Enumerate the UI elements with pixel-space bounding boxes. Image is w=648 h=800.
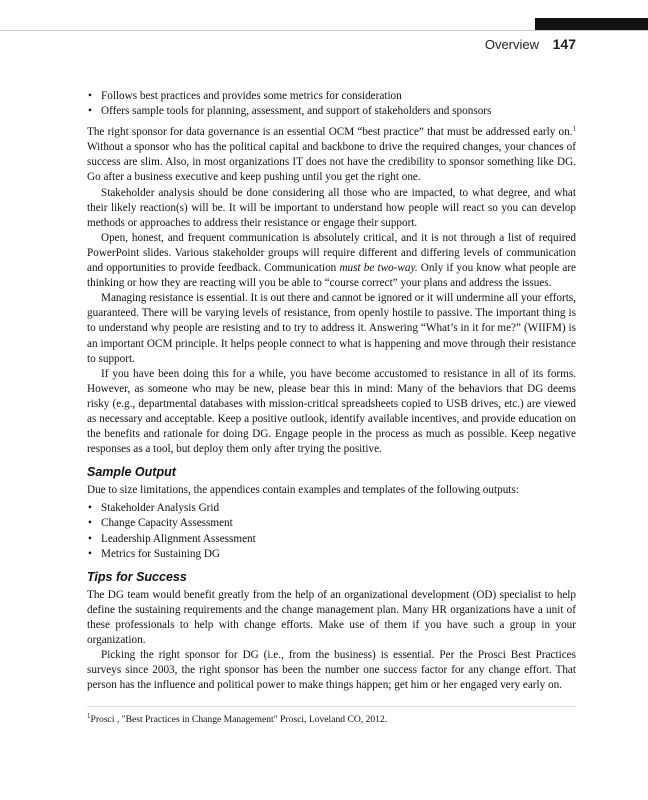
list-item: • Stakeholder Analysis Grid: [87, 501, 576, 516]
sample-output-heading: Sample Output: [87, 465, 176, 480]
list-item: • Follows best practices and provides some metrics for consideration: [87, 89, 576, 104]
running-header: [485, 36, 576, 52]
paragraph-stakeholder: Stakeholder analysis should be done considering all those who are impacted, to what degree, and what their likely reaction(s) will be. It will be important to understand how people will react so you can develop methods or approaches to address their resistance or engage their support.: [87, 186, 576, 229]
footnote: $^1$Prosci , "Best Practices in Change Management" Prosci, Loveland CO, 2012.: [87, 711, 388, 725]
tips-heading: Tips for Success: [87, 569, 187, 584]
paragraph-tips-od: The DG team would benefit greatly from the help of an organizational development (OD) specialist to help define the sustaining requirements and the change management plan. Many HR organizations have a unit of these professionals to help with change efforts. Make use of them if you have such a group in your organization.: [87, 588, 576, 646]
intro-bullet-list: [87, 89, 576, 119]
page-body: [87, 89, 576, 693]
list-item: • Metrics for Sustaining DG: [87, 547, 576, 562]
paragraph-experience: If you have been doing this for a while, you have become accustomed to resistance in all of its forms. However, as someone who may be new, please bear this in mind: Many of the behaviors that DG deems risky (e.g., departmental databases with mission-critical spreadsheets copied to USB drives, etc.) are viewed as necessary and acceptable. Keep a positive outlook, identify available incentives, and provide education on the benefits and rationale for doing DG. Engage people in the process as much as possible. Keep negative responses as a tool, but deploy them only after trying the positive.: [87, 367, 576, 456]
list-item: • Leadership Alignment Assessment: [87, 532, 576, 547]
section-title: Overview: [484, 37, 540, 52]
sample-output-list: [87, 501, 576, 561]
footnote-ref: 1: [572, 124, 576, 133]
paragraph-communication: Open, honest, and frequent communication is absolutely critical, and it is not through a list of required PowerPoint slides. Various stakeholder groups will require different and differing levels of communication and opportunities to provide feedback. Communication must be two-way. Only if you know what people are thinking or how they are reacting will you be able to “course correct” your plans and address the issues.: [87, 231, 577, 290]
paragraph-sponsor: The right sponsor for data governance is an essential OCM “best practice” that must be addressed early on.$^1$ Without a sponsor who has the political capital and backbone to drive the required changes, your chances of success are slim. Also, in most organizations IT does not have the credibility to sponsor something like DG. Go after a business executive and keep pushing until you get the right one.: [87, 124, 576, 184]
footnote-rule: [87, 706, 576, 707]
sample-output-intro: Due to size limitations, the appendices contain examples and templates of the following outputs:: [87, 484, 519, 497]
header-rule: [0, 30, 648, 31]
list-item: • Change Capacity Assessment: [87, 516, 576, 531]
page-number: 147: [552, 36, 576, 52]
paragraph-resistance: Managing resistance is essential. It is out there and cannot be ignored or it will undermine all your efforts, guaranteed. There will be varying levels of resistance, from openly hostile to passive. The important thing is to understand why people are resisting and to try to address it. Answering “What’s in it for me?” (WIIFM) is an important OCM principle. It helps people connect to what is happening and move through their resistance to support.: [87, 292, 576, 365]
paragraph-tips-sponsor: Picking the right sponsor for DG (i.e., from the business) is essential. Per the Prosci Best Practices surveys since 2003, the right sponsor has been the number one success factor for any change effort. That person has the influence and political power to make things happen; get him or her engaged very early on.: [87, 649, 576, 692]
list-item: • Offers sample tools for planning, assessment, and support of stakeholders and sponsors: [87, 104, 576, 119]
